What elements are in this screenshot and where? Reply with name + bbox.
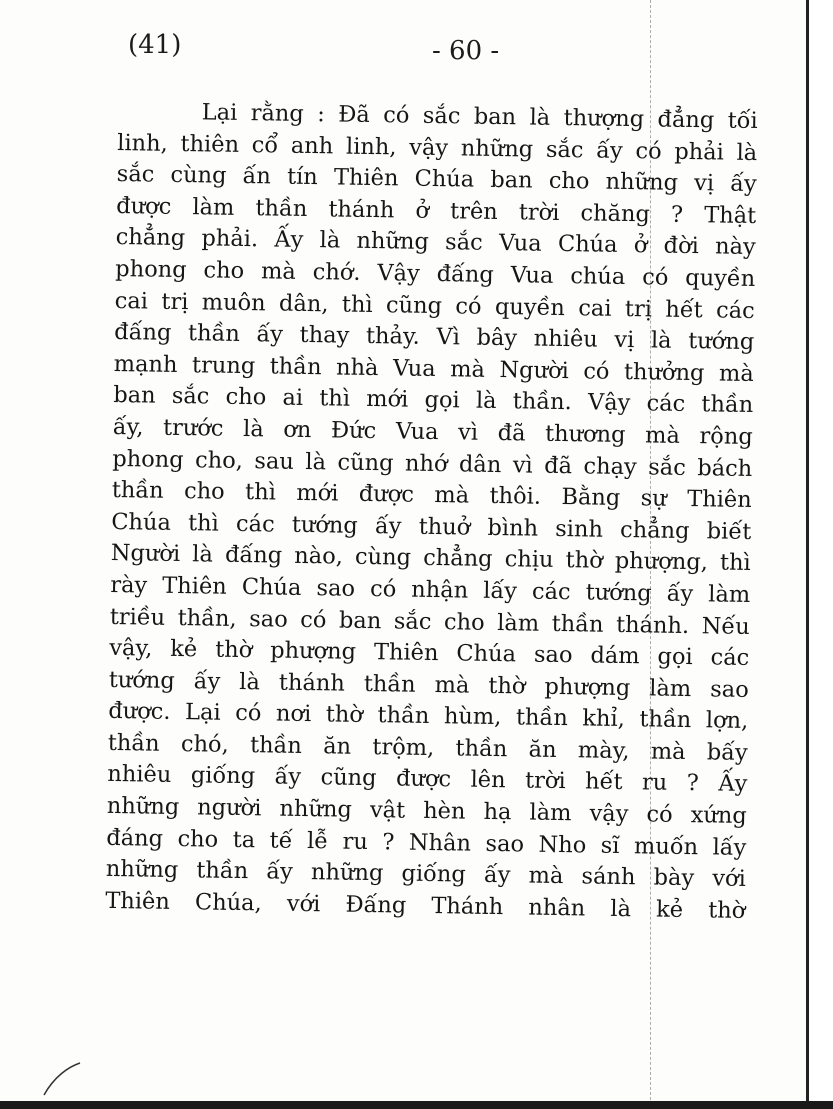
text-line: mạnh trung thần nhà Vua mà Người có thưởng mà [113,350,754,387]
scan-corner-mark [40,1057,100,1097]
text-line: những người những vật hèn hạ làm vậy có xứng [106,792,747,830]
text-line: nhiêu giống ấy cũng được lên trời hết ru ? Ấy [107,761,748,798]
text-line: được. Lại có nơi thờ thần hùm, thần khỉ, thần lợn, [108,698,749,735]
text-line: phong cho, sau là cũng nhớ dân vì đã chạy sắc bách [112,445,753,482]
text-line: tướng ấy là thánh thần mà thờ phượng làm sao [108,666,749,703]
text-line: đáng cho ta tế lễ ru ? Nhân sao Nho sĩ muốn lấy [106,824,747,861]
text-line: triều thần, sao có ban sắc cho làm thần thánh. Nếu [109,603,750,640]
text-line: cai trị muôn dân, thì cũng có quyền cai trị hết các [114,287,755,324]
note-number: (41) [128,30,182,60]
page-bottom-edge [0,1101,833,1109]
text-line: thần chó, thần ăn trộm, thần ăn mày, mà bấy [107,729,748,766]
text-line: ấy, trước là ơn Đức Vua vì đã thương mà rộng [112,413,753,450]
page-right-edge [806,0,833,1109]
text-line: những thần ấy những giống ấy mà sánh bày với [105,856,746,893]
text-line: Thiên Chúa, với Đấng Thánh nhân là kẻ thờ [105,887,746,924]
text-line: đấng thần ấy thay thảy. Vì bây nhiêu vị là tướng [114,319,755,356]
text-line: Chúa thì các tướng ấy thuở bình sinh chẳng biết [111,508,752,545]
text-line: linh, thiên cổ anh linh, vậy những sắc ấy có phải là [117,129,758,166]
page-number: - 60 - [432,36,500,66]
text-line: rày Thiên Chúa sao có nhận lấy các tướng ấy làm [110,571,751,608]
text-line: chẳng phải. Ấy là những sắc Vua Chúa ở đời này [115,224,756,261]
text-line: được làm thần thánh ở trên trời chăng ? Thật [116,192,757,229]
text-line: ban sắc cho ai thì mới gọi là thần. Vậy các thần [113,382,754,419]
body-paragraph [105,96,758,927]
text-line: sắc cùng ấn tín Thiên Chúa ban cho những vị ấy [116,161,757,198]
text-line: vậy, kẻ thờ phượng Thiên Chúa sao dám gọi các [109,635,750,672]
text-line: Người là đấng nào, cùng chẳng chịu thờ phượng, thì [110,540,751,577]
text-line: Lại rằng : Đã có sắc ban là thượng đẳng tối [201,99,758,135]
text-line: thần cho thì mới được mà thôi. Bằng sự Thiên [111,477,752,514]
text-line: phong cho mà chớ. Vậy đấng Vua chúa có quyền [115,255,756,292]
